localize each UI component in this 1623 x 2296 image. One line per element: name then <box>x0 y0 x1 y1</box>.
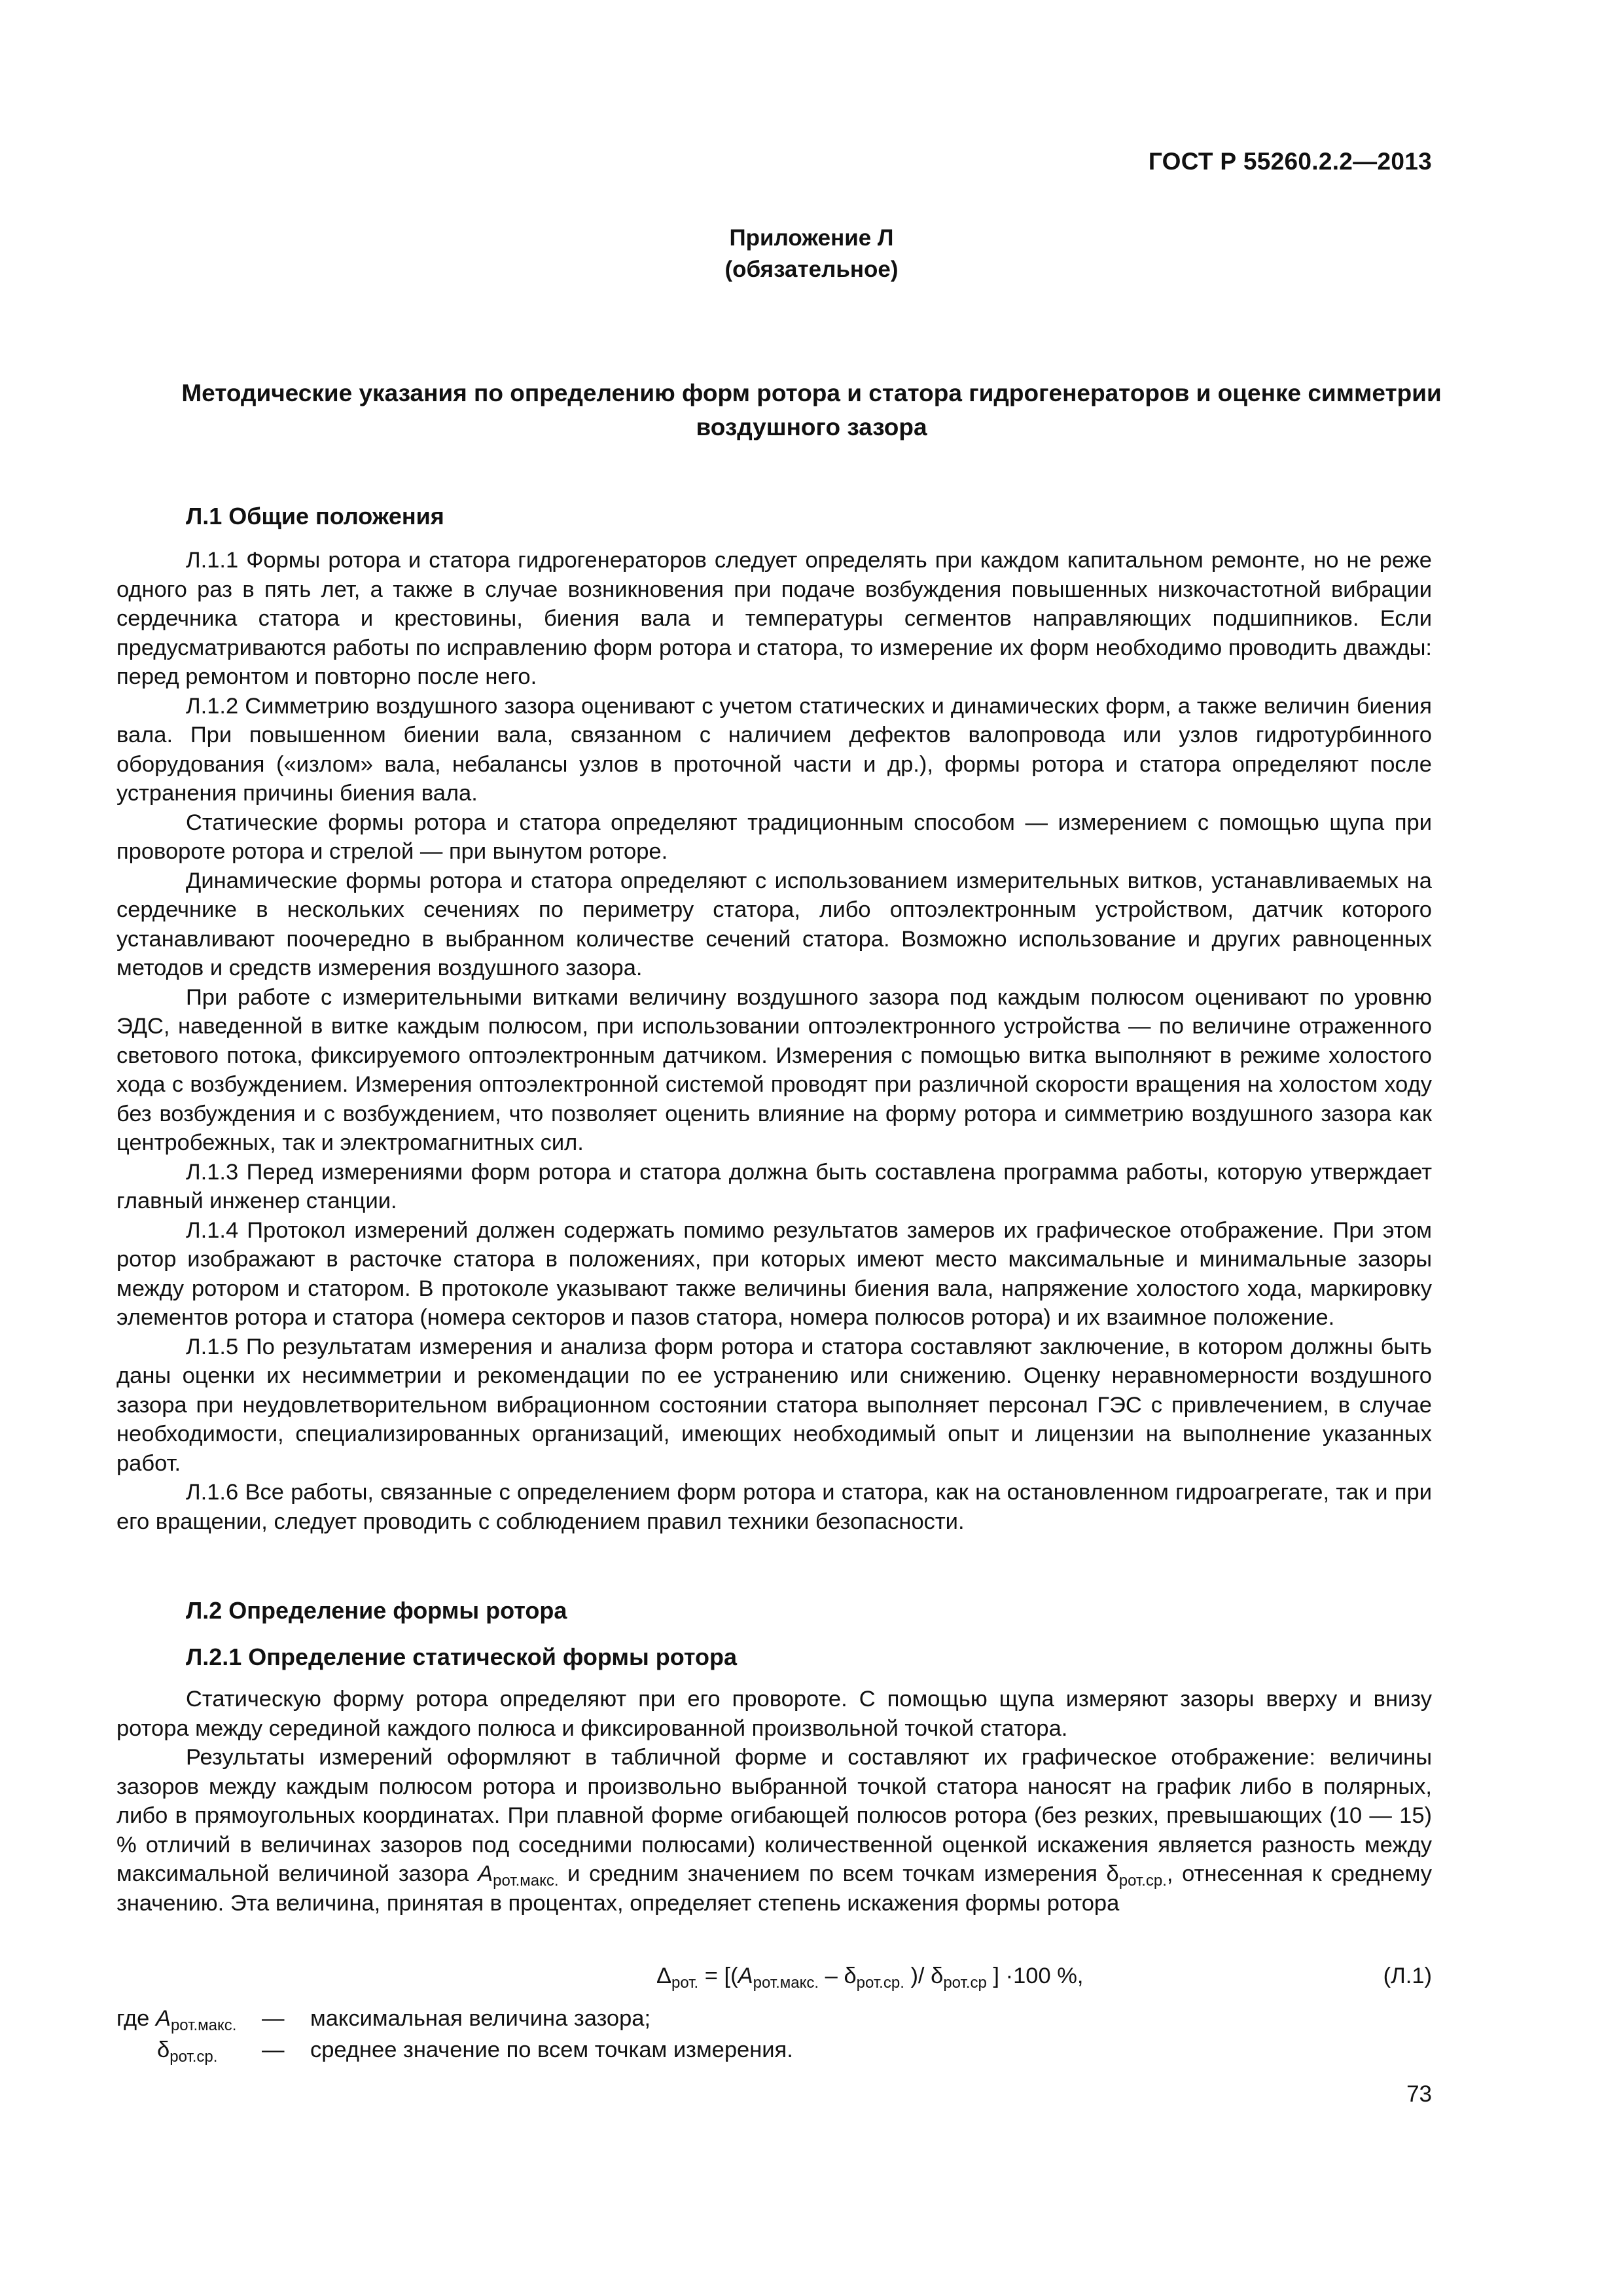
text-segment: и средним значением по всем точкам измерения <box>558 1861 1107 1886</box>
formula-segment: )/ <box>904 1964 931 1988</box>
symbol-a: A <box>478 1861 493 1886</box>
where-symbol <box>116 2006 236 2032</box>
page-number: 73 <box>1406 2081 1432 2107</box>
where-row-mean <box>116 2037 1033 2070</box>
where-dash: — <box>262 2006 285 2031</box>
paragraph-l1-5: Л.1.5 По результатам измерения и анализа форм ротора и статора составляют заключение, в котором должны быть даны оценки их несимметрии и рекомендации по ее устранению или снижению. Оценку неравномерности воздушного зазора при неудовлетворительном вибрационном состоянии статора выполняет персонал ГЭС с привлечением, в случае необходимости, специализированных организаций, имеющих необходимый опыт и лицензии на выполнение указанных работ. <box>116 1334 1432 1476</box>
formula-segment: = [( <box>698 1964 738 1988</box>
paragraph-measuring-coils: При работе с измерительными витками величину воздушного зазора под каждым полюсом оценивают по уровню ЭДС, наведенной в витке каждым полюсом, при использовании оптоэлектронного устройства — по величине отраженного светового потока, фиксируемого оптоэлектронным датчиком. Измерения с помощью витка выполняют в режиме холостого хода с возбуждением. Измерения оптоэлектронной системой проводят при различной скорости вращения на холостом ходу без возбуждения и с возбуждением, что позволяет оценить влияние на форму ротора и симметрию воздушного зазора как центробежных, так и электромагнитных сил. <box>116 984 1432 1155</box>
formula-subscript: рот.макс. <box>753 1974 819 1992</box>
where-subscript: рот.макс. <box>170 2017 237 2034</box>
subscript-max: рот.макс. <box>493 1872 559 1890</box>
appendix-title: Приложение Л <box>729 225 894 251</box>
where-symbol <box>157 2037 218 2066</box>
formula-subscript: рот.ср <box>943 1974 987 1992</box>
section-heading-l2: Л.2 Определение формы ротора <box>186 1597 567 1624</box>
where-definition: среднее значение по всем точкам измерения. <box>310 2037 793 2062</box>
where-dash: — <box>262 2037 285 2062</box>
standard-designation: ГОСТ Р 55260.2.2—2013 <box>1148 148 1432 175</box>
where-row-max <box>116 2006 1033 2039</box>
paragraph-l1-1: Л.1.1 Формы ротора и статора гидрогенераторов следует определять при каждом капитальном ремонте, но не реже одного раз в пять лет, а также в случае возникновения при подаче возбуждения повышенных низкочастотной вибрации сердечника статора и крестовины, биения вала и температуры сегментов направляющих подшипников. Если предусматриваются работы по исправлению форм ротора и статора, то измерение их форм необходимо проводить дважды: перед ремонтом и повторно после него. <box>116 548 1432 689</box>
where-lead: где <box>116 2006 156 2031</box>
formula-number: (Л.1) <box>1383 1964 1432 1988</box>
formula-subscript: рот. <box>671 1974 699 1992</box>
delta-symbol: Δ <box>656 1964 672 1988</box>
paragraph-l1-6: Л.1.6 Все работы, связанные с определением форм ротора и статора, как на остановленном гидроагрегате, так и при его вращении, следует проводить с соблюдением правил техники безопасности. <box>116 1480 1432 1534</box>
symbol-delta: δ <box>1106 1861 1119 1886</box>
text-segment: Результаты измерений оформляют в табличной форме и составляют их графическое отображение: величины зазоров между каждым полюсом ротора и произвольно выбранной точкой статора наносят на график либо в полярных, либо в прямоугольных координатах. При плавной форме огибающей полюсов ротора (без резких, превышающих (10 — 15) % отличий в величинах зазоров под соседними полюсами) количественной оценкой искажения является разность между максимальной величиной зазора <box>116 1745 1432 1886</box>
appendix-heading <box>0 223 1623 285</box>
subscript-mean: рот.ср. <box>1118 1872 1167 1890</box>
paragraph-l2-1-results <box>116 1743 1432 1918</box>
paragraph-l1-2: Л.1.2 Симметрию воздушного зазора оценивают с учетом статических и динамических форм, а также величин биения вала. При повышенном биении вала, связанном с наличием дефектов валопровода или узлов гидротурбинного оборудования («излом» вала, небалансы узлов в проточной части и др.), формы ротора и статора определяют после устранения причины биения вала. <box>116 693 1432 806</box>
paragraph-l2-1-static: Статическую форму ротора определяют при его провороте. С помощью щупа измеряют зазоры вверху и внизу ротора между серединой каждого полюса и фиксированной произвольной точкой статора. <box>116 1687 1432 1741</box>
paragraph-l1-3: Л.1.3 Перед измерениями форм ротора и статора должна быть составлена программа работы, которую утверждает главный инженер станции. <box>116 1159 1432 1213</box>
formula-l1 <box>116 1964 1432 1996</box>
delta-symbol: δ <box>157 2037 170 2062</box>
section-l2-1-body <box>116 1685 1432 1918</box>
section-l1-body <box>116 546 1432 1536</box>
section-heading-l2-1: Л.2.1 Определение статической формы ротора <box>186 1643 737 1670</box>
paragraph-dynamic-forms: Динамические формы ротора и статора определяют с использованием измерительных витков, устанавливаемых на сердечнике в нескольких сечениях по периметру статора, либо оптоэлектронным устройством, датчик которого устанавливают поочередно в выбранном количестве сечений статора. Возможно использование и других равноценных методов и средств измерения воздушного зазора. <box>116 868 1432 980</box>
document-title: Методические указания по определению форм ротора и статора гидрогенераторов и оценке симметрии воздушного зазора <box>181 380 1442 440</box>
formula-expression <box>656 1964 1084 1992</box>
paragraph-static-forms: Статические формы ротора и статора определяют традиционным способом — измерением с помощью щупа при провороте ротора и стрелой — при вынутом роторе. <box>116 810 1432 864</box>
paragraph-l1-4: Л.1.4 Протокол измерений должен содержать помимо результатов замеров их графическое отображение. При этом ротор изображают в расточке статора в положениях, при которых имеют место максимальные и минимальные зазоры между ротором и статором. В протоколе указывают также величины биения вала, напряжение холостого хода, маркировку элементов ротора и статора (номера секторов и пазов статора, номера полюсов ротора) и их взаимное положение. <box>116 1217 1432 1330</box>
where-subscript: рот.ср. <box>169 2048 218 2066</box>
delta-symbol: δ <box>931 1964 944 1988</box>
text-segment: , отнесенная к среднему значению. Эта величина, принятая в процентах, определяет степень искажения формы ротора <box>116 1861 1432 1916</box>
a-symbol: A <box>738 1964 753 1988</box>
section-heading-l1: Л.1 Общие положения <box>186 503 444 529</box>
formula-subscript: рот.ср. <box>856 1974 904 1992</box>
where-definition: максимальная величина зазора; <box>310 2006 651 2031</box>
formula-segment: – <box>819 1964 844 1988</box>
delta-symbol: δ <box>844 1964 857 1988</box>
appendix-status: (обязательное) <box>724 257 899 282</box>
a-symbol: A <box>155 2006 171 2031</box>
formula-segment: ] ·100 %, <box>986 1964 1084 1988</box>
